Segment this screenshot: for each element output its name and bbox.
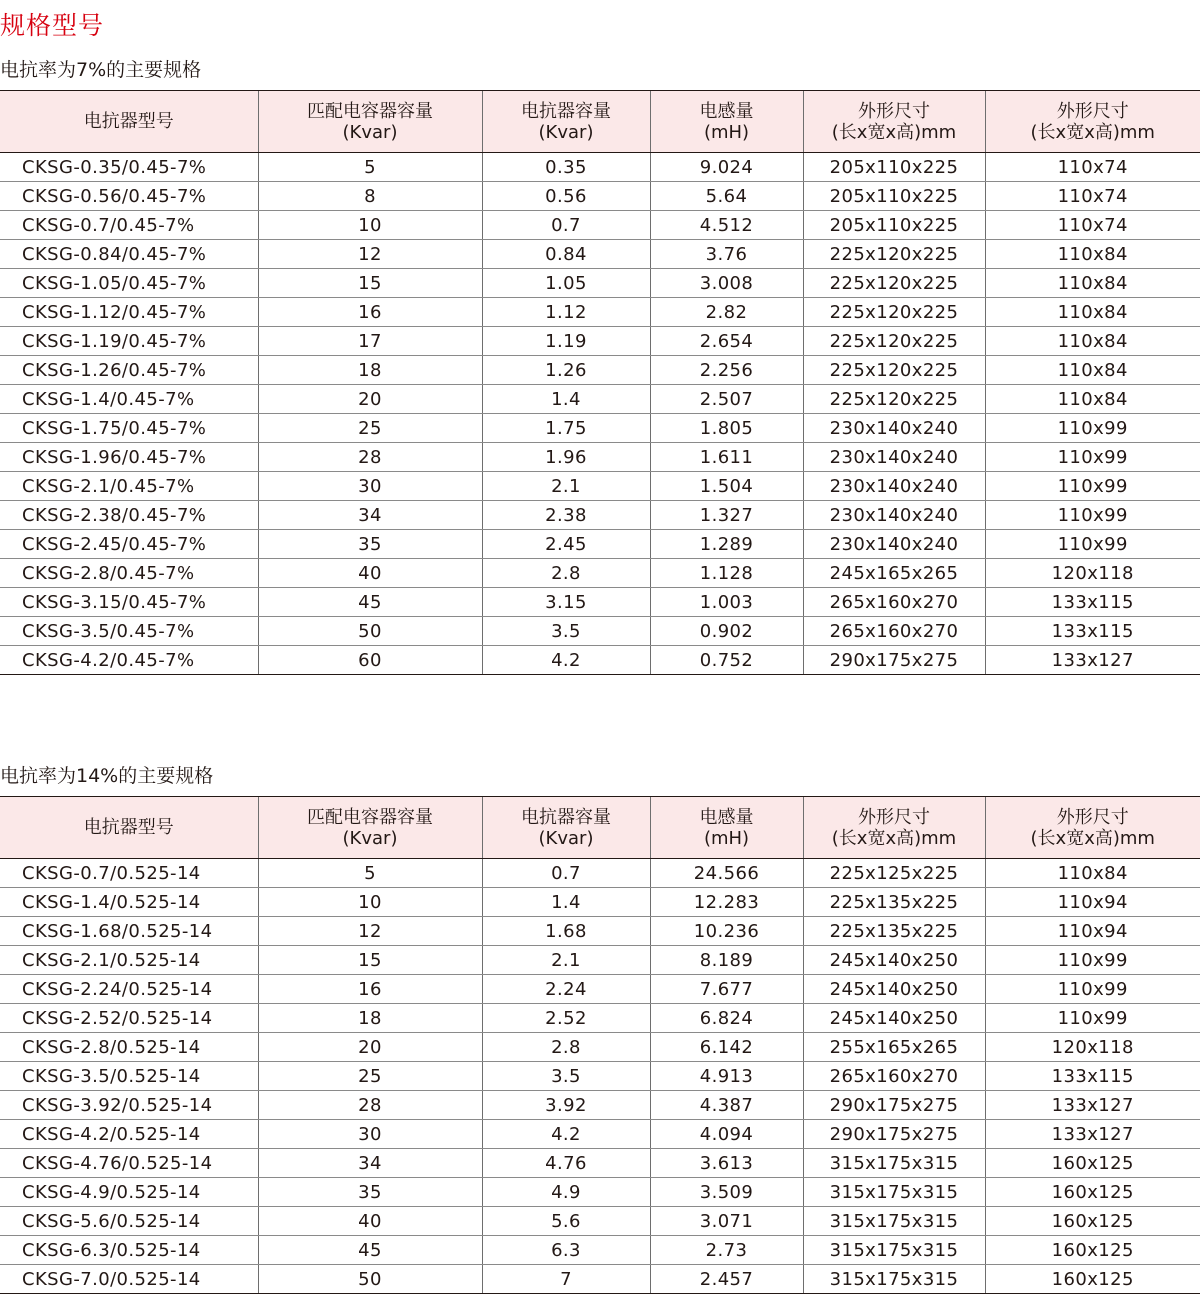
cell-reactor-capacity: 1.05 [482,269,650,298]
table-row [0,646,1200,675]
cell-dimensions: 225x135x225 [803,888,985,917]
cell-capacitor-capacity: 10 [258,888,482,917]
table-row [0,414,1200,443]
header-label: 电抗器型号 [83,111,174,132]
cell-inductance: 2.457 [650,1265,803,1294]
cell-model: CKSG-1.75/0.45-7% [0,414,258,443]
table-row [0,501,1200,530]
cell-capacitor-capacity: 16 [258,975,482,1004]
table-row [0,211,1200,240]
section-title-14pct: 电抗率为14%的主要规格 [0,765,214,787]
cell-reactor-capacity: 3.92 [482,1091,650,1120]
cell-capacitor-capacity: 30 [258,472,482,501]
cell-dimensions: 315x175x315 [803,1265,985,1294]
cell-reactor-capacity: 3.5 [482,1062,650,1091]
cell-model: CKSG-2.8/0.45-7% [0,559,258,588]
cell-dimensions: 255x165x265 [803,1033,985,1062]
cell-mounting-size: 110x84 [985,859,1200,888]
cell-dimensions: 230x140x240 [803,530,985,559]
cell-inductance: 8.189 [650,946,803,975]
cell-model: CKSG-1.96/0.45-7% [0,443,258,472]
table-row [0,269,1200,298]
cell-dimensions: 230x140x240 [803,414,985,443]
cell-inductance: 0.752 [650,646,803,675]
table-row [0,859,1200,888]
cell-capacitor-capacity: 8 [258,182,482,211]
cell-dimensions: 230x140x240 [803,501,985,530]
cell-inductance: 7.677 [650,975,803,1004]
header-reactor-capacity [482,91,650,153]
cell-reactor-capacity: 0.7 [482,859,650,888]
cell-reactor-capacity: 2.1 [482,946,650,975]
header-label: 电抗器容量 [521,100,611,122]
cell-reactor-capacity: 0.7 [482,211,650,240]
cell-reactor-capacity: 4.2 [482,646,650,675]
cell-dimensions: 225x120x225 [803,356,985,385]
cell-mounting-size: 133x115 [985,1062,1200,1091]
cell-mounting-size: 160x125 [985,1236,1200,1265]
cell-inductance: 9.024 [650,153,803,182]
header-inductance [650,797,803,859]
table-row [0,1149,1200,1178]
cell-mounting-size: 160x125 [985,1207,1200,1236]
cell-reactor-capacity: 4.76 [482,1149,650,1178]
cell-mounting-size: 110x99 [985,946,1200,975]
table-row [0,975,1200,1004]
cell-model: CKSG-1.19/0.45-7% [0,327,258,356]
cell-reactor-capacity: 2.1 [482,472,650,501]
cell-reactor-capacity: 7 [482,1265,650,1294]
cell-inductance: 12.283 [650,888,803,917]
cell-capacitor-capacity: 34 [258,1149,482,1178]
table-row [0,1091,1200,1120]
cell-reactor-capacity: 0.84 [482,240,650,269]
cell-model: CKSG-2.1/0.525-14 [0,946,258,975]
cell-inductance: 0.902 [650,617,803,646]
cell-reactor-capacity: 0.56 [482,182,650,211]
cell-reactor-capacity: 1.75 [482,414,650,443]
cell-capacitor-capacity: 12 [258,240,482,269]
cell-inductance: 2.82 [650,298,803,327]
table-row [0,1062,1200,1091]
cell-model: CKSG-1.26/0.45-7% [0,356,258,385]
cell-mounting-size: 133x115 [985,588,1200,617]
cell-model: CKSG-3.5/0.525-14 [0,1062,258,1091]
spec-table-14pct [0,796,1200,1294]
cell-model: CKSG-7.0/0.525-14 [0,1265,258,1294]
cell-inductance: 2.256 [650,356,803,385]
cell-model: CKSG-2.38/0.45-7% [0,501,258,530]
cell-capacitor-capacity: 45 [258,1236,482,1265]
cell-dimensions: 245x140x250 [803,1004,985,1033]
cell-model: CKSG-4.2/0.525-14 [0,1120,258,1149]
cell-mounting-size: 160x125 [985,1178,1200,1207]
cell-capacitor-capacity: 35 [258,530,482,559]
header-model [0,91,258,153]
header-label: 电抗器型号 [83,817,174,838]
cell-model: CKSG-4.2/0.45-7% [0,646,258,675]
cell-capacitor-capacity: 45 [258,588,482,617]
cell-model: CKSG-1.68/0.525-14 [0,917,258,946]
cell-dimensions: 225x120x225 [803,240,985,269]
cell-dimensions: 265x160x270 [803,1062,985,1091]
cell-model: CKSG-2.1/0.45-7% [0,472,258,501]
page-title: 规格型号 [0,11,105,40]
header-unit: (长x宽x高)mm [831,121,957,143]
cell-inductance: 2.654 [650,327,803,356]
cell-inductance: 4.094 [650,1120,803,1149]
cell-reactor-capacity: 3.5 [482,617,650,646]
cell-capacitor-capacity: 12 [258,917,482,946]
cell-inductance: 1.504 [650,472,803,501]
cell-model: CKSG-3.92/0.525-14 [0,1091,258,1120]
header-label: 匹配电容器容量 [307,100,433,122]
cell-inductance: 3.509 [650,1178,803,1207]
header-capacitor-capacity [258,91,482,153]
header-unit: (mH) [703,121,750,143]
cell-reactor-capacity: 1.26 [482,356,650,385]
header-label: 外形尺寸 [1056,100,1129,122]
cell-inductance: 1.003 [650,588,803,617]
cell-model: CKSG-5.6/0.525-14 [0,1207,258,1236]
cell-inductance: 4.387 [650,1091,803,1120]
cell-model: CKSG-1.12/0.45-7% [0,298,258,327]
cell-dimensions: 225x120x225 [803,385,985,414]
cell-mounting-size: 160x125 [985,1149,1200,1178]
cell-capacitor-capacity: 25 [258,414,482,443]
cell-mounting-size: 110x84 [985,385,1200,414]
table-header-row [0,797,1200,859]
cell-mounting-size: 110x99 [985,414,1200,443]
cell-dimensions: 225x135x225 [803,917,985,946]
cell-mounting-size: 110x84 [985,240,1200,269]
header-label: 电感量 [699,806,754,828]
cell-capacitor-capacity: 20 [258,385,482,414]
cell-model: CKSG-0.7/0.45-7% [0,211,258,240]
cell-reactor-capacity: 2.45 [482,530,650,559]
header-unit: (Kvar) [342,121,398,143]
cell-model: CKSG-3.5/0.45-7% [0,617,258,646]
cell-model: CKSG-4.76/0.525-14 [0,1149,258,1178]
cell-dimensions: 225x120x225 [803,298,985,327]
cell-capacitor-capacity: 5 [258,153,482,182]
cell-mounting-size: 110x74 [985,182,1200,211]
header-unit: (mH) [703,827,750,849]
header-reactor-capacity [482,797,650,859]
cell-inductance: 1.327 [650,501,803,530]
table-row [0,1033,1200,1062]
cell-reactor-capacity: 1.68 [482,917,650,946]
cell-reactor-capacity: 2.52 [482,1004,650,1033]
table-row [0,182,1200,211]
header-unit: (Kvar) [342,827,398,849]
cell-mounting-size: 120x118 [985,559,1200,588]
cell-model: CKSG-0.56/0.45-7% [0,182,258,211]
cell-reactor-capacity: 1.19 [482,327,650,356]
cell-dimensions: 315x175x315 [803,1207,985,1236]
table-row [0,443,1200,472]
cell-model: CKSG-0.35/0.45-7% [0,153,258,182]
cell-dimensions: 225x125x225 [803,859,985,888]
header-capacitor-capacity [258,797,482,859]
cell-inductance: 3.613 [650,1149,803,1178]
cell-dimensions: 225x120x225 [803,327,985,356]
cell-reactor-capacity: 4.9 [482,1178,650,1207]
cell-inductance: 1.805 [650,414,803,443]
cell-inductance: 6.142 [650,1033,803,1062]
cell-model: CKSG-2.24/0.525-14 [0,975,258,1004]
header-unit: (长x宽x高)mm [1030,827,1155,849]
cell-capacitor-capacity: 50 [258,1265,482,1294]
header-label: 外形尺寸 [858,100,930,122]
cell-dimensions: 315x175x315 [803,1149,985,1178]
cell-capacitor-capacity: 34 [258,501,482,530]
cell-reactor-capacity: 1.12 [482,298,650,327]
cell-reactor-capacity: 4.2 [482,1120,650,1149]
table-row [0,1207,1200,1236]
cell-inductance: 3.071 [650,1207,803,1236]
cell-dimensions: 205x110x225 [803,153,985,182]
cell-dimensions: 205x110x225 [803,211,985,240]
cell-dimensions: 230x140x240 [803,472,985,501]
cell-capacitor-capacity: 5 [258,859,482,888]
cell-capacitor-capacity: 20 [258,1033,482,1062]
cell-capacitor-capacity: 40 [258,1207,482,1236]
cell-model: CKSG-2.52/0.525-14 [0,1004,258,1033]
cell-inductance: 5.64 [650,182,803,211]
table-row [0,1004,1200,1033]
cell-inductance: 24.566 [650,859,803,888]
table-row [0,617,1200,646]
cell-mounting-size: 110x99 [985,501,1200,530]
header-inductance [650,91,803,153]
header-label: 匹配电容器容量 [307,806,433,828]
cell-reactor-capacity: 3.15 [482,588,650,617]
cell-reactor-capacity: 2.38 [482,501,650,530]
table-row [0,1120,1200,1149]
cell-dimensions: 290x175x275 [803,1120,985,1149]
cell-dimensions: 205x110x225 [803,182,985,211]
cell-inductance: 1.289 [650,530,803,559]
cell-reactor-capacity: 1.4 [482,385,650,414]
header-model [0,797,258,859]
cell-dimensions: 290x175x275 [803,646,985,675]
cell-model: CKSG-1.4/0.525-14 [0,888,258,917]
cell-mounting-size: 110x94 [985,888,1200,917]
cell-capacitor-capacity: 17 [258,327,482,356]
cell-model: CKSG-0.84/0.45-7% [0,240,258,269]
cell-mounting-size: 110x84 [985,356,1200,385]
cell-dimensions: 245x165x265 [803,559,985,588]
cell-mounting-size: 110x84 [985,269,1200,298]
table-row [0,588,1200,617]
cell-capacitor-capacity: 30 [258,1120,482,1149]
cell-model: CKSG-2.45/0.45-7% [0,530,258,559]
cell-model: CKSG-4.9/0.525-14 [0,1178,258,1207]
cell-mounting-size: 133x115 [985,617,1200,646]
header-unit: (Kvar) [538,827,594,849]
header-mounting-size [985,797,1200,859]
cell-inductance: 2.507 [650,385,803,414]
cell-inductance: 1.128 [650,559,803,588]
cell-mounting-size: 110x99 [985,1004,1200,1033]
table-row [0,1265,1200,1294]
cell-inductance: 10.236 [650,917,803,946]
header-dimensions [803,91,985,153]
header-label: 外形尺寸 [858,806,930,828]
cell-inductance: 1.611 [650,443,803,472]
cell-mounting-size: 110x99 [985,975,1200,1004]
cell-dimensions: 245x140x250 [803,946,985,975]
cell-capacitor-capacity: 15 [258,269,482,298]
cell-dimensions: 230x140x240 [803,443,985,472]
header-label: 外形尺寸 [1056,806,1129,828]
cell-reactor-capacity: 1.96 [482,443,650,472]
table-row [0,327,1200,356]
cell-capacitor-capacity: 35 [258,1178,482,1207]
cell-reactor-capacity: 0.35 [482,153,650,182]
cell-model: CKSG-0.7/0.525-14 [0,859,258,888]
cell-dimensions: 265x160x270 [803,588,985,617]
header-unit: (Kvar) [538,121,594,143]
cell-model: CKSG-1.05/0.45-7% [0,269,258,298]
cell-capacitor-capacity: 18 [258,356,482,385]
cell-mounting-size: 110x94 [985,917,1200,946]
table-row [0,917,1200,946]
cell-inductance: 4.913 [650,1062,803,1091]
cell-reactor-capacity: 5.6 [482,1207,650,1236]
cell-reactor-capacity: 2.8 [482,1033,650,1062]
table-row [0,385,1200,414]
cell-mounting-size: 110x99 [985,530,1200,559]
cell-dimensions: 225x120x225 [803,269,985,298]
table-row [0,153,1200,182]
cell-inductance: 3.008 [650,269,803,298]
header-unit: (长x宽x高)mm [831,827,957,849]
cell-model: CKSG-1.4/0.45-7% [0,385,258,414]
cell-model: CKSG-6.3/0.525-14 [0,1236,258,1265]
cell-dimensions: 315x175x315 [803,1236,985,1265]
cell-capacitor-capacity: 18 [258,1004,482,1033]
cell-dimensions: 245x140x250 [803,975,985,1004]
cell-mounting-size: 133x127 [985,1120,1200,1149]
cell-capacitor-capacity: 60 [258,646,482,675]
cell-inductance: 6.824 [650,1004,803,1033]
cell-capacitor-capacity: 40 [258,559,482,588]
cell-capacitor-capacity: 10 [258,211,482,240]
cell-mounting-size: 133x127 [985,646,1200,675]
table-row [0,559,1200,588]
cell-capacitor-capacity: 16 [258,298,482,327]
table-row [0,472,1200,501]
table-row [0,530,1200,559]
cell-dimensions: 290x175x275 [803,1091,985,1120]
cell-model: CKSG-2.8/0.525-14 [0,1033,258,1062]
table-row [0,298,1200,327]
cell-mounting-size: 110x99 [985,472,1200,501]
cell-reactor-capacity: 6.3 [482,1236,650,1265]
cell-dimensions: 315x175x315 [803,1178,985,1207]
cell-model: CKSG-3.15/0.45-7% [0,588,258,617]
header-mounting-size [985,91,1200,153]
cell-mounting-size: 110x74 [985,153,1200,182]
cell-mounting-size: 120x118 [985,1033,1200,1062]
header-unit: (长x宽x高)mm [1030,121,1155,143]
cell-inductance: 2.73 [650,1236,803,1265]
cell-capacitor-capacity: 28 [258,443,482,472]
cell-dimensions: 265x160x270 [803,617,985,646]
cell-reactor-capacity: 2.8 [482,559,650,588]
spec-table-7pct [0,90,1200,675]
cell-reactor-capacity: 2.24 [482,975,650,1004]
table-row [0,356,1200,385]
cell-mounting-size: 110x74 [985,211,1200,240]
table-header-row [0,91,1200,153]
cell-mounting-size: 133x127 [985,1091,1200,1120]
cell-mounting-size: 110x84 [985,298,1200,327]
section-title-7pct: 电抗率为7%的主要规格 [0,59,202,81]
cell-inductance: 3.76 [650,240,803,269]
cell-capacitor-capacity: 15 [258,946,482,975]
cell-capacitor-capacity: 50 [258,617,482,646]
header-label: 电感量 [699,100,754,122]
cell-mounting-size: 110x84 [985,327,1200,356]
table-row [0,946,1200,975]
cell-mounting-size: 160x125 [985,1265,1200,1294]
cell-capacitor-capacity: 25 [258,1062,482,1091]
cell-capacitor-capacity: 28 [258,1091,482,1120]
table-row [0,888,1200,917]
table-row [0,1236,1200,1265]
header-label: 电抗器容量 [521,806,611,828]
cell-reactor-capacity: 1.4 [482,888,650,917]
cell-mounting-size: 110x99 [985,443,1200,472]
cell-inductance: 4.512 [650,211,803,240]
table-row [0,1178,1200,1207]
table-row [0,240,1200,269]
header-dimensions [803,797,985,859]
